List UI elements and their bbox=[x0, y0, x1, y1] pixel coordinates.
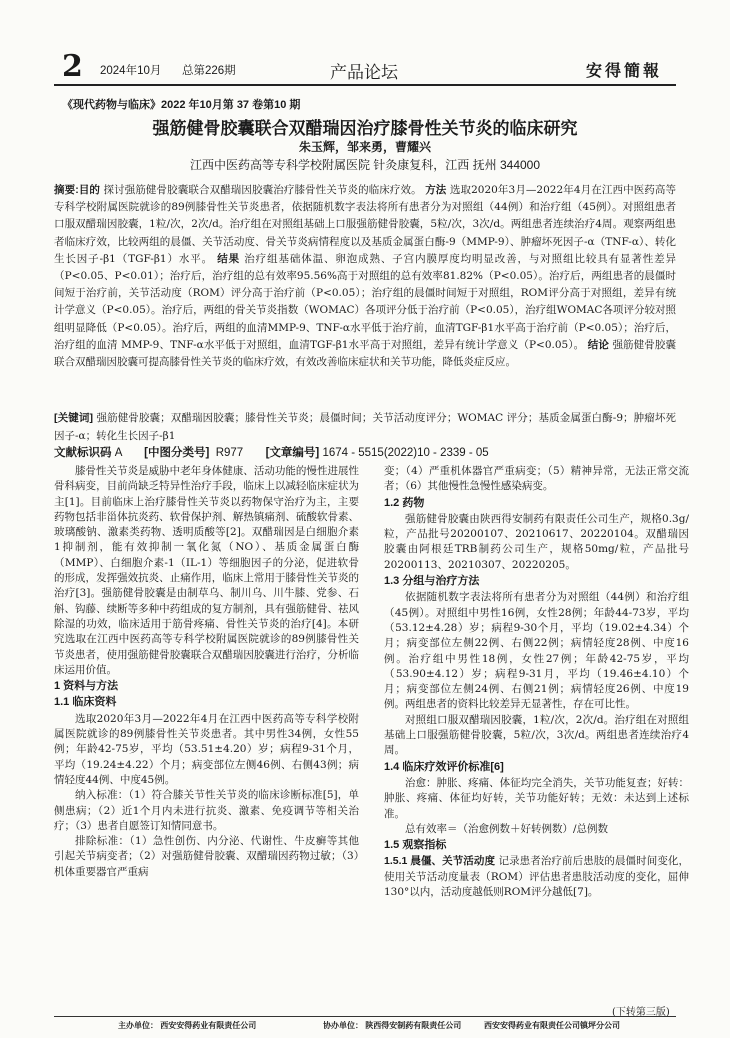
subsection-heading: 1.4 临床疗效评价标准[6] bbox=[384, 760, 504, 773]
body-paragraph: 选取2020年3月—2022年4月在江西中医药高等专科学校附属医院就诊的89例膝骨性关节炎患者。其中男性34例，女性55例；年龄42-75岁，平均（53.51±4.20）岁；病程9-31个月，平均（19.24±4.22）个月；病变部位左侧46例、右侧43例；病情轻度44例、中度45例。 bbox=[54, 712, 359, 786]
intro-paragraph: 膝骨性关节炎是威胁中老年身体健康、活动功能的慢性进展性骨科病变，目前尚缺乏特异性治疗手段，临床上以减轻临床症状为主[1]。目前临床上治疗膝骨性关节炎以药物保守治疗为主，主要药物包括非甾体抗炎药、软骨保护剂、解热镇痛剂、硫酸软骨素、玻璃酸钠、激素类药物、透明质酸等[2]。双醋瑞因是白细胞介素1抑制剂，能有效抑制一氧化氮（NO）、基质金属蛋白酶（MMP）、白细胞介素-1（IL-1）等细胞因子的分泌，促进软骨的形成，发挥强效抗炎、止痛作用，临床上常用于膝骨性关节炎的治疗[3]。强筋健骨胶囊是由制草乌、制川乌、川牛膝、党参、石斛、钩藤、续断等多种中药组成的复方制剂，具有强筋健骨、祛风除湿的功效，临床适用于筋骨疼痛、骨性关节炎的治疗[4]。本研究选取在江西中医药高等专科学校附属医院就诊的89例膝骨性关节炎患者，使用强筋健骨胶囊联合双醋瑞因胶囊进行治疗，分析临床运用价值。 bbox=[54, 465, 359, 676]
abstract-label: 摘要: bbox=[54, 184, 79, 196]
keywords-label: [关键词] bbox=[54, 412, 93, 424]
body-paragraph: 对照组口服双醋瑞因胶囊，1粒/次，2次/d。治疗组在对照组基础上口服强筋健骨胶囊，5粒/次，3次/d。两组患者连续治疗4周。 bbox=[384, 713, 689, 757]
doc-code-label: 文献标识码 bbox=[54, 447, 112, 459]
footer-divider bbox=[54, 1016, 676, 1017]
section-title: 产品论坛 bbox=[330, 63, 398, 82]
body-paragraph: 治愈：肿胀、疼痛、体征均完全消失，关节功能复查；好转：肿胀、疼痛、体征均好转，关节功能好转；无效：未达到上述标准。 bbox=[384, 776, 689, 820]
methods-text: 选取2020年3月—2022年4月在江西中医药高等专科学校附属医院就诊的89例膝骨性关节炎患者，依据随机数字表法将所有患者分为对照组（44例）和治疗组（45例）。对照组患者口服双醋瑞因胶囊，1粒/次，2次/d。治疗组在对照组基础上口服强筋健骨胶囊，5粒/次，3次/d。两组患者连续治疗4周。观察两组患者临床疗效，比较两组的晨僵、关节活动度、骨关节炎病情程度以及基质金属蛋白酶-9（MMP-9）、肿瘤坏死因子-α（TNF-α）、转化生长因子-β1（TGF-β1）水平。 bbox=[54, 184, 677, 265]
body-text: 记录患者治疗前后患肢的晨僵时间变化，使用关节活动度量表（ROM）评估患者患肢活动度的变化，屈伸130°以内，活动度越低则ROM评分越低[7]。 bbox=[384, 855, 689, 899]
footer-host: 主办单位： 西安安得药业有限责任公司 bbox=[118, 1021, 257, 1030]
subsection-heading: 1.3 分组与治疗方法 bbox=[384, 575, 480, 588]
keywords-text: 强筋健骨胶囊；双醋瑞因胶囊；膝骨性关节炎；晨僵时间；关节活动度评分；WOMAC 评分；基质金属蛋白酶-9；肿瘤坏死因子-α；转化生长因子-β1 bbox=[54, 412, 677, 442]
footer-co-organizer-2: 西安安得药业有限责任公司镇坪分公司 bbox=[484, 1021, 620, 1030]
objective-label: 目的 bbox=[78, 184, 101, 196]
page-number: 2 bbox=[62, 49, 83, 84]
issue-date: 2024年10月 bbox=[100, 65, 162, 77]
issue-number: 总第226期 bbox=[182, 65, 236, 77]
cls-code-label: [中图分类号] bbox=[144, 447, 210, 459]
article-id-label: [文章编号] bbox=[265, 447, 320, 459]
left-column bbox=[54, 464, 359, 880]
methods-label: 方法 bbox=[425, 184, 447, 196]
continued-note: (下转第三版) bbox=[612, 1007, 670, 1018]
doc-code-value: A bbox=[114, 447, 122, 459]
journal-citation: 《现代药物与临床》2022 年10月第 37 卷第10 期 bbox=[62, 99, 301, 111]
section-heading: 1 资料与方法 bbox=[54, 680, 119, 693]
subsection-heading: 1.5 观察指标 bbox=[384, 839, 447, 852]
classification-line bbox=[54, 444, 676, 460]
body-paragraph: 纳入标准：（1）符合膝关节性关节炎的临床诊断标准[5]，单侧患病；（2）近1个月内未进行抗炎、激素、免疫调节等相关治疗；（3）患者自愿签订知情同意书。 bbox=[54, 789, 359, 832]
cls-code-value: R977 bbox=[215, 447, 244, 459]
article-authors: 朱玉辉，邹来勇，曹耀兴 bbox=[298, 140, 431, 154]
body-paragraph: 变；（4）严重机体器官严重病变；（5）精神异常，无法正常交流者；（6）其他慢性急慢性感染病变。 bbox=[384, 465, 689, 493]
results-text: 治疗组基础体温、卵泡成熟、子宫内膜厚度均明显改善，与对照组比较具有显著性差异（P<0.05、P<0.01）；治疗后，治疗组的总有效率95.56%高于对照组的总有效率81.82%（P<0.05）。治疗后，两组患者的晨僵时间短于治疗前，关节活动度（ROM）评分高于治疗前（P<0.05）；治疗组的晨僵时间短于对照组，ROM评分高于对照组，差异有统计学意义（P<0.05）。治疗后，两组的骨关节炎指数（WOMAC）各项评分低于治疗前（P<0.05），治疗组WOMAC各项评分较对照组明显降低（P<0.05）。治疗后，两组的血清MMP-9、TNF-α水平低于治疗前，血清TGF-β1水平高于治疗前（P<0.05）；治疗后，治疗组的血清 MMP-9、TNF-α水平低于对照组，血清TGF-β1水平高于对照组，差异有统计学意义（P<0.05）。 bbox=[54, 252, 677, 351]
body-paragraph: 强筋健骨胶囊由陕西得安制药有限责任公司生产，规格0.3g/粒，产品批号20200107、20210617、20220104。双醋瑞因胶囊由阿根廷TRB制药公司生产，规格50mg/粒，产品批号20200113、20210307、20220205。 bbox=[384, 512, 689, 571]
subsubsection-heading: 1.5.1 晨僵、关节活动度 bbox=[384, 855, 496, 868]
body-paragraph bbox=[384, 854, 689, 900]
conclusion-text: 强筋健骨胶囊联合双醋瑞因胶囊可提高膝骨性关节炎的临床疗效，有效改善临床症状和关节功能，降低炎症反应。 bbox=[54, 338, 676, 369]
right-column bbox=[384, 464, 689, 900]
brand-logo: 安得簡報 bbox=[586, 61, 663, 80]
results-label: 结果 bbox=[217, 252, 241, 265]
author-affiliation: 江西中医药高等专科学校附属医院 针灸康复科，江西 抚州 344000 bbox=[189, 158, 541, 172]
formula-line: 总有效率＝（治愈例数＋好转例数）/总例数 bbox=[405, 822, 609, 835]
abstract bbox=[54, 182, 676, 371]
subsection-heading: 1.2 药物 bbox=[384, 496, 425, 509]
keywords bbox=[54, 410, 676, 445]
header-divider bbox=[54, 84, 676, 86]
body-paragraph: 排除标准：（1）急性创伤、内分泌、代谢性、牛皮癣等其他引起关节病变者；（2）对强筋健骨胶囊、双醋瑞因药物过敏；（3）机体重要器官严重病 bbox=[54, 835, 359, 878]
subsection-heading: 1.1 临床资料 bbox=[54, 696, 117, 709]
conclusion-label: 结论 bbox=[587, 338, 609, 351]
article-title: 强筋健骨胶囊联合双醋瑞因治疗膝骨性关节炎的临床研究 bbox=[152, 119, 578, 138]
objective-text: 探讨强筋健骨胶囊联合双醋瑞因胶囊治疗膝骨性关节炎的临床疗效。 bbox=[103, 184, 422, 196]
footer-co-organizer: 协办单位： 陕西得安制药有限责任公司 bbox=[323, 1021, 462, 1030]
article-id-value: 1674 - 5515(2022)10 - 2339 - 05 bbox=[322, 447, 489, 459]
body-paragraph: 依据随机数字表法将所有患者分为对照组（44例）和治疗组（45例）。对照组中男性16例，女性28例；年龄44-73岁，平均（53.12±4.28）岁；病程9-30个月，平均（19.02±4.34）个月；病变部位左侧22例、右侧22例；病情轻度28例、中度16例。治疗组中男性18例，女性27例；年龄42-75岁，平均（53.90±4.12）岁；病程9-31月，平均（19.46±4.10）个月；病变部位左侧24例、右侧21例；病情轻度26例、中度19例。两组患者的资料比较差异无显著性，存在可比性。 bbox=[384, 591, 689, 711]
